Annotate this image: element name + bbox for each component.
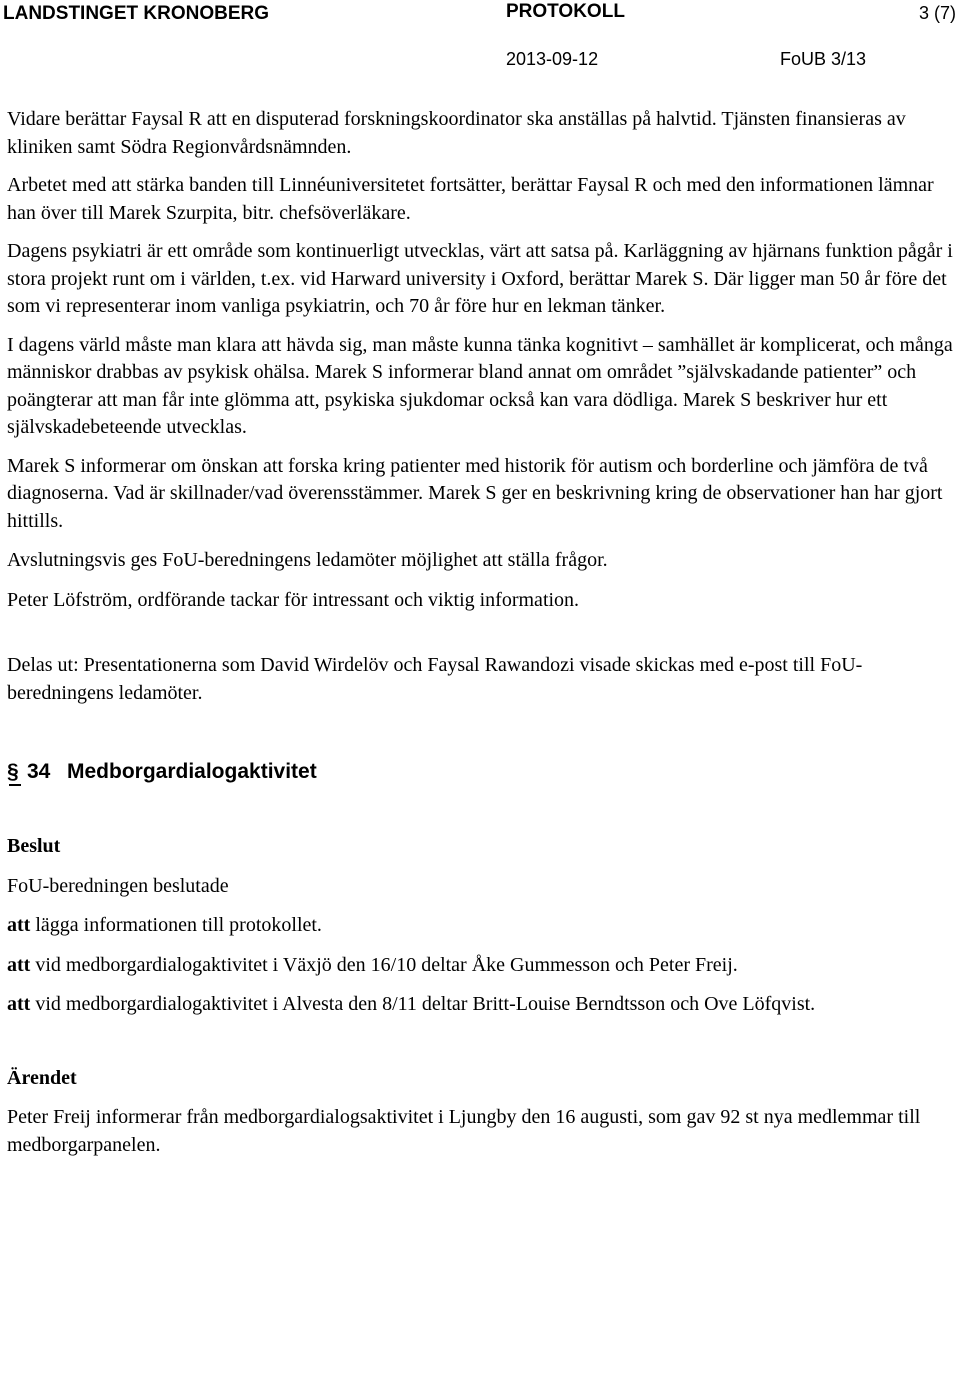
section-heading: [7, 757, 957, 787]
header-page: 3 (7): [918, 3, 956, 23]
paragraph: Marek S informerar om önskan att forska kring patienter med historik för autism och borderline och jämföra de två diagnoserna. Vad är skillnader/vad överensstämmer. Marek S ger en beskrivning kring de observationer han har gjort hittills.: [7, 454, 943, 532]
beslut-keyword: att: [7, 914, 31, 936]
paragraph: Avslutningsvis ges FoU-beredningens ledamöter möjlighet att ställa frågor.: [7, 549, 608, 571]
beslut-item-text: vid medborgardialogaktivitet i Växjö den 16/10 deltar Åke Gummesson och Peter Freij.: [30, 953, 738, 976]
beslut-keyword: att: [7, 953, 31, 976]
beslut-item-text: vid medborgardialogaktivitet i Alvesta den 8/11 deltar Britt-Louise Berndtsson och Ove Löfqvist.: [30, 993, 816, 1015]
section-symbol: §: [7, 760, 19, 783]
paragraph-delas-ut: Delas ut: Presentationerna som David Wirdelöv och Faysal Rawandozi visade skickas med e-post till FoU-beredningens ledamöter.: [7, 654, 863, 704]
beslut-keyword: att: [7, 993, 31, 1015]
header-ref: FoUB 3/13: [780, 49, 867, 69]
paragraph: Vidare berättar Faysal R att en disputerad forskningskoordinator ska anställas på halvtid. Tjänsten finansieras av kliniken samt Södra Regionvårdsnämnden.: [7, 108, 906, 158]
beslut-intro: FoU-beredningen beslutade: [7, 874, 229, 897]
beslut-heading: Beslut: [7, 835, 61, 857]
beslut-item: [7, 912, 957, 940]
arendet-heading: Ärendet: [7, 1066, 77, 1089]
beslut-item-text: lägga informationen till protokollet.: [30, 914, 322, 936]
header-org: LANDSTINGET KRONOBERG: [3, 3, 269, 24]
beslut-item: [7, 952, 957, 980]
section-symbol-underline: [9, 784, 21, 786]
paragraph: Arbetet med att stärka banden till Linnéuniversitetet fortsätter, berättar Faysal R och med den informationen lämnar han över till Marek Szurpita, bitr. chefsöverläkare.: [7, 174, 934, 224]
section-title: Medborgardialogaktivitet: [67, 760, 317, 783]
beslut-item: [7, 991, 957, 1019]
document-body: [7, 106, 957, 1159]
header-doc-type: PROTOKOLL: [506, 1, 625, 22]
arendet-text: Peter Freij informerar från medborgardialogsaktivitet i Ljungby den 16 augusti, som gav 92 st nya medlemmar till medborgarpanelen.: [7, 1106, 921, 1156]
paragraph: I dagens värld måste man klara att hävda sig, man måste kunna tänka kognitivt – samhället är komplicerat, och många människor drabbas av psykisk ohälsa. Marek S informerar bland annat om området ”självskadande patienter” och poängterar att man får inte glömma att, psykiska sjukdomar också kan vara dödliga. Marek S beskriver hur ett självskadebeteende utvecklas.: [7, 333, 953, 438]
header-date: 2013-09-12: [506, 49, 599, 69]
paragraph: Peter Löfström, ordförande tackar för intressant och viktig information.: [7, 588, 580, 611]
paragraph: Dagens psykiatri är ett område som kontinuerligt utvecklas, värt att satsa på. Karläggning av hjärnans funktion pågår i stora projekt runt om i världen, t.ex. vid Harward university i Oxford, berättar Marek S. Där ligger man 50 år före det som vi representerar inom vanliga psykiatrin, och 70 år före hur en lekman tänker.: [7, 240, 953, 317]
section-number: 34: [27, 760, 51, 783]
